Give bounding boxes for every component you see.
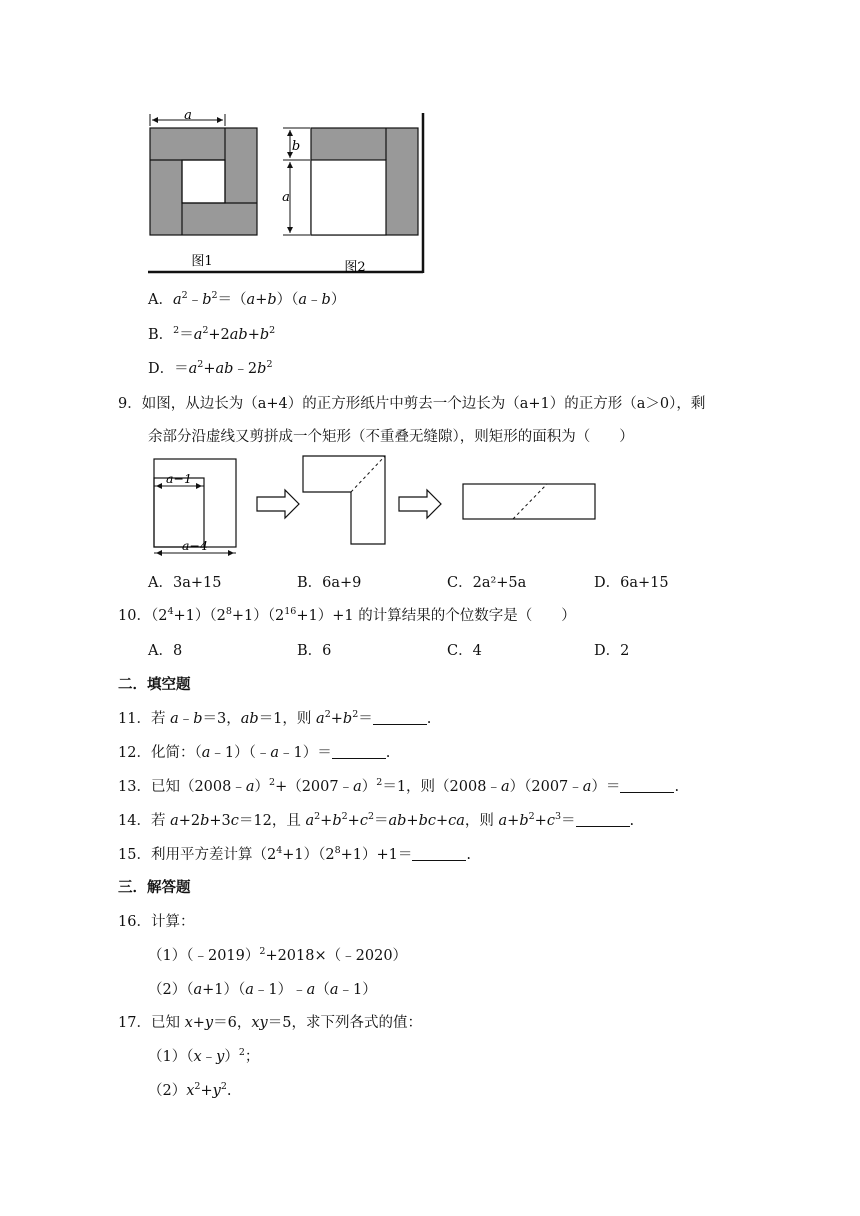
q8-option-d-label: D． bbox=[148, 361, 175, 377]
q16-number: 16． bbox=[118, 914, 151, 930]
fig2-caption: 图2 bbox=[344, 260, 366, 275]
answer-blank[interactable] bbox=[332, 745, 386, 759]
q8-option-b-label: B． bbox=[148, 327, 174, 343]
q13: 13．已知（2008﹣a）$^2$+（2007﹣a）$^2$＝1，则（2008﹣a）（2007﹣a）＝ . bbox=[118, 777, 680, 795]
q15-number: 15． bbox=[118, 847, 151, 863]
q9-line-1 bbox=[118, 394, 705, 414]
q9-line-2: 余部分沿虚线又剪拼成一个矩形（不重叠无缝隙），则矩形的面积为（ ） bbox=[148, 429, 634, 445]
q16-part-1: （1）（﹣2019）$^2$+2018×（﹣2020） bbox=[148, 946, 408, 964]
q9-option-d: D．6a+15 bbox=[594, 575, 669, 591]
q16-text: 计算： bbox=[150, 914, 195, 930]
q9-option-c: C．2a²+5a bbox=[447, 575, 527, 591]
q9-label-bottom: a−4 bbox=[182, 538, 208, 553]
q11-number: 11． bbox=[118, 711, 151, 727]
arrow-right-icon bbox=[399, 490, 441, 518]
q8-option-a-label: A． bbox=[148, 292, 173, 308]
q9-option-a: A．3a+15 bbox=[148, 575, 222, 591]
answer-blank[interactable] bbox=[576, 813, 630, 827]
q10-option-b: B．6 bbox=[297, 643, 332, 659]
q10-option-a: A．8 bbox=[148, 643, 183, 659]
q10-suffix: 的计算结果的个位数字是（ ） bbox=[358, 608, 576, 624]
q16 bbox=[118, 912, 194, 932]
q10-option-d: D．2 bbox=[594, 643, 630, 659]
q17-part-1: （1）（x﹣y）$^2$； bbox=[148, 1047, 260, 1065]
figure-1 bbox=[150, 114, 257, 235]
arrow-right-icon bbox=[257, 490, 299, 518]
section-fill-in-heading: 二．填空题 bbox=[118, 676, 191, 693]
figure-2 bbox=[283, 128, 418, 235]
q14: 14．若 a+2b+3c＝12，且 $a^2+b^2+c^2=ab+bc+ca$，则 $a+b^2+c^3=$ . bbox=[118, 811, 635, 829]
q9-cut-figure bbox=[145, 452, 605, 564]
q12: 12．化简：（a﹣1）（﹣a﹣1）＝ . bbox=[118, 745, 391, 761]
q13-number: 13． bbox=[118, 779, 151, 795]
fig1-caption: 图1 bbox=[191, 254, 213, 269]
section-solve-heading: 三．解答题 bbox=[118, 879, 191, 896]
answer-blank[interactable] bbox=[412, 847, 466, 861]
q17-part-2: $(2)x^2+y^2$. bbox=[148, 1081, 232, 1099]
q8-option-a: A．$a^2﹣b^2=(a+b)(a﹣b)$ bbox=[148, 290, 346, 308]
q9-number: 9． bbox=[118, 396, 142, 412]
answer-blank[interactable] bbox=[620, 779, 674, 793]
q10-option-c: C．4 bbox=[447, 643, 482, 659]
q12-number: 12． bbox=[118, 745, 151, 761]
q9-label-top: a−1 bbox=[166, 471, 192, 486]
q10-number: 10． bbox=[118, 608, 151, 624]
q11: 11．若 a﹣b＝3，ab＝1，则 $a^2+b^2=$ . bbox=[118, 709, 432, 727]
q10-stem: 10．$(2^4+1)(2^8+1)(2^{16}+1)+1$ 的计算结果的个位数字是（ ） bbox=[118, 606, 576, 624]
q8-option-d: D．$=a^2+ab﹣2b^2$ bbox=[148, 359, 273, 377]
fig2-label-a: a bbox=[282, 190, 290, 205]
square-difference-figure bbox=[140, 108, 430, 278]
result-rectangle bbox=[463, 484, 595, 519]
q16-part-2: （2）（a+1）（a﹣1）﹣a（a﹣1） bbox=[148, 982, 377, 998]
q8-option-b: B．$^2=a^2+2ab+b^2$ bbox=[148, 325, 276, 343]
answer-blank[interactable] bbox=[373, 711, 427, 725]
q9-text-1: 如图，从边长为（a+4）的正方形纸片中剪去一个边长为（a+1）的正方形（a＞0），剩 bbox=[141, 396, 706, 412]
fig2-label-b: b bbox=[291, 139, 301, 154]
q14-number: 14． bbox=[118, 813, 151, 829]
fig1-label-a: a bbox=[184, 108, 192, 123]
q17: 17．已知 x+y＝6，xy＝5，求下列各式的值： bbox=[118, 1015, 422, 1031]
q15: 15．利用平方差计算$(2^4+1)(2^8+1)+1=$ . bbox=[118, 845, 471, 863]
q9-option-b: B．6a+9 bbox=[297, 575, 362, 591]
q17-number: 17． bbox=[118, 1015, 151, 1031]
